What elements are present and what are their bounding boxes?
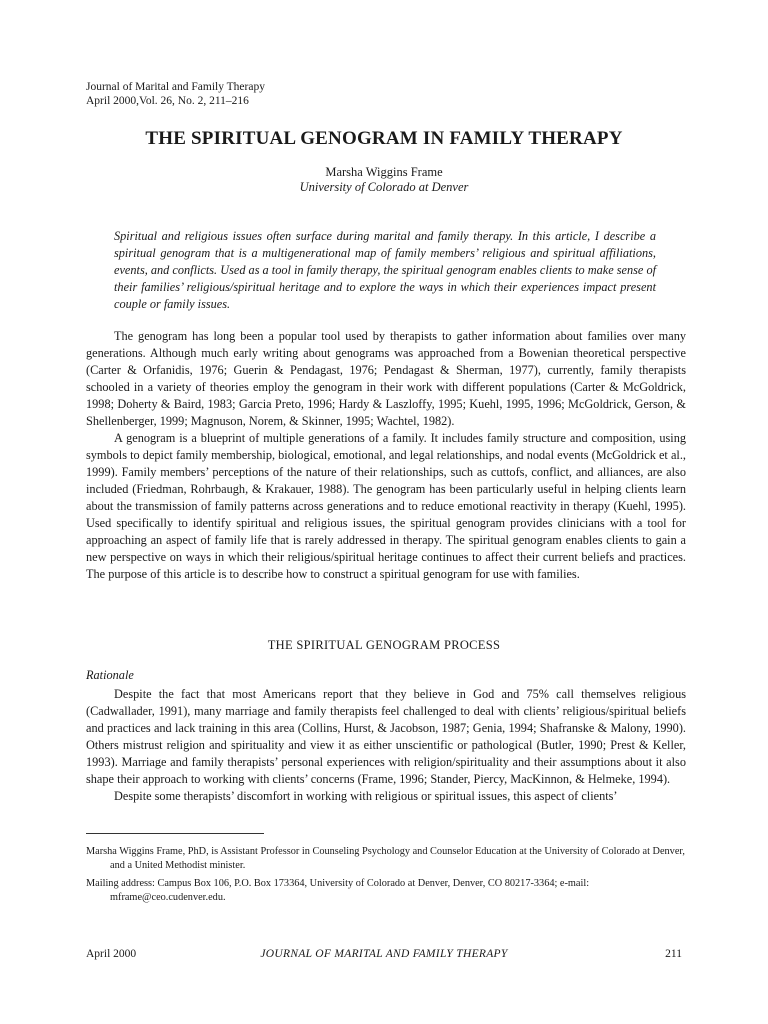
journal-name: Journal of Marital and Family Therapy	[86, 81, 265, 93]
footnote-divider	[86, 833, 264, 834]
body-paragraph: A genogram is a blueprint of multiple generations of a family. It includes family structure and composition, using symbols to depict family membership, biological, emotional, and legal relationships, and nodal events (McGoldrick et al., 1999). Family members’ perceptions of the nature of their relationships, such as cuttofs, conflict, and alliances, are also included (Friedman, Rohrbaugh, & Krakauer, 1988). The genogram has been particularly useful in helping clients learn about the transmission of family patterns across generations and to reduce emotional reactivity in therapy (Kuehl, 1995). Used specifically to identify spiritual and religious issues, the spiritual genogram provides clinicians with a tool for approaching an aspect of family life that is rarely addressed in therapy. The spiritual genogram enables clients to gain a new perspective on ways in which their religious/spiritual heritage continues to affect their current beliefs and practices. The purpose of this article is to describe how to construct a spiritual genogram for use with families.	[86, 431, 686, 581]
issue-info: April 2000,Vol. 26, No. 2, 211–216	[86, 95, 249, 107]
section-heading: THE SPIRITUAL GENOGRAM PROCESS	[267, 638, 501, 652]
subsection-heading: Rationale	[86, 668, 134, 682]
intro-body	[86, 328, 686, 583]
footnotes	[86, 845, 686, 909]
body-paragraph: The genogram has long been a popular tool used by therapists to gather information about families over many generations. Although much early writing about genograms was approached from a Bowenian theoretical perspective (Carter & Orfanidis, 1976; Guerin & Pendagast, 1976; Pendagast & Sherman, 1977), currently, family therapists schooled in a variety of theories employ the genogram in their work with different populations (Carter & McGoldrick, 1998; Doherty & Baird, 1983; Garcia Preto, 1996; Hardy & Laszloffy, 1995; Kuehl, 1995, 1996; McGoldrick, Gerson, & Shellenberger, 1999; Magnuson, Norem, & Skinner, 1995; Wachtel, 1982).	[86, 329, 686, 428]
footnote-mailing-address: Mailing address: Campus Box 106, P.O. Box 173364, University of Colorado at Denver, Denver, CO 80217-3364; e-mail: mframe@ceo.cudenver.edu.	[86, 878, 590, 903]
footer-journal: JOURNAL OF MARITAL AND FAMILY THERAPY	[260, 948, 508, 960]
abstract: Spiritual and religious issues often surface during marital and family therapy. In this article, I describe a spiritual genogram that is a multigenerational map of family members’ religious and spiritual affiliations, events, and conflicts. Used as a tool in family therapy, the spiritual genogram enables clients to make sense of their families’ religious/spiritual heritage and to explore the ways in which their experiences impact present couple or family issues.	[114, 229, 657, 311]
journal-header	[86, 80, 265, 108]
page-number: 211	[665, 948, 682, 960]
article-title: THE SPIRITUAL GENOGRAM IN FAMILY THERAPY	[145, 128, 623, 149]
footnote-author-bio: Marsha Wiggins Frame, PhD, is Assistant Professor in Counseling Psychology and Counselor Education at the University of Colorado at Denver, and a United Methodist minister.	[86, 846, 685, 871]
body-paragraph: Despite the fact that most Americans report that they believe in God and 75% call themselves religious (Cadwallader, 1991), many marriage and family therapists feel challenged to deal with clients’ religious/spiritual beliefs and practices and lack training in this area (Collins, Hurst, & Jacobson, 1987; Genia, 1994; Shafranske & Malony, 1990). Others mistrust religion and spirituality and view it as either unscientific or pathological (Butler, 1990; Prest & Keller, 1993). Marriage and family therapists’ personal experiences with religion/spirituality and their assumptions about it also shape their approach to working with clients’ concerns (Frame, 1996; Stander, Piercy, MacKinnon, & Helmeke, 1994).	[86, 687, 686, 786]
author-name: Marsha Wiggins Frame	[325, 165, 443, 179]
footer-date: April 2000	[86, 948, 137, 960]
section-body	[86, 686, 686, 805]
body-paragraph: Despite some therapists’ discomfort in working with religious or spiritual issues, this aspect of clients’	[114, 789, 618, 803]
author-affiliation: University of Colorado at Denver	[299, 180, 469, 194]
